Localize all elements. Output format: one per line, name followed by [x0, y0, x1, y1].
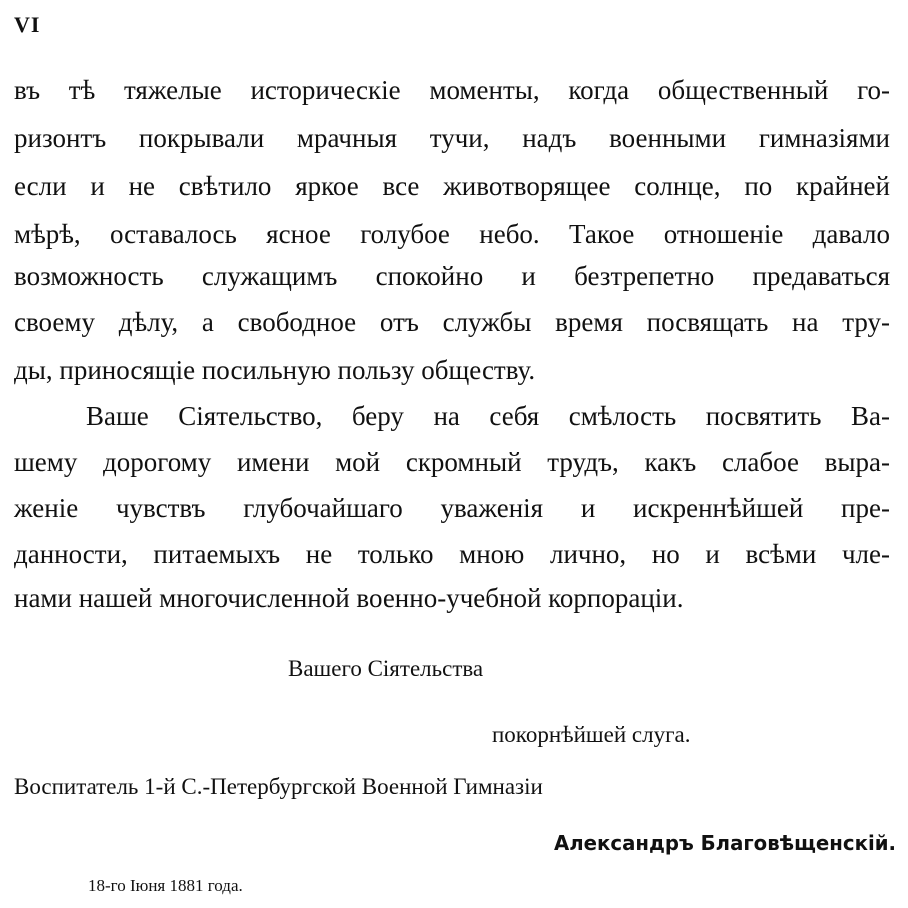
text-line: если и не свѣтило яркое все животворящее солнце, по крайней	[14, 171, 890, 201]
text-line: женіе чувствъ глубочайшаго уваженія и искреннѣйшей пре-	[14, 493, 890, 523]
text-line: шему дорогому имени мой скромный трудъ, какъ слабое выра-	[14, 447, 890, 477]
text-line: данности, питаемыхъ не только мною лично, но и всѣми чле-	[14, 539, 890, 569]
text-line: ризонтъ покрывали мрачныя тучи, надъ военными гимназіями	[14, 123, 890, 153]
text-line: нами нашей многочисленной военно-учебной корпораціи.	[14, 583, 684, 613]
text-line: своему дѣлу, а свободное отъ службы время посвящать на тру-	[14, 307, 890, 337]
author-signature: Александръ Благовѣщенскій.	[554, 831, 896, 855]
author-position: Воспитатель 1-й С.-Петербургской Военной Гимназіи	[14, 774, 543, 799]
text-line: мѣрѣ, оставалось ясное голубое небо. Такое отношеніе давало	[14, 219, 890, 249]
page-number: VI	[14, 12, 41, 37]
text-line: Ваше Сіятельство, беру на себя смѣлость посвятить Ва-	[86, 401, 890, 431]
text-line: въ тѣ тяжелые историческіе моменты, когда общественный го-	[14, 75, 890, 105]
date-line: 18-го Іюня 1881 года.	[88, 876, 243, 895]
text-line: ды, приносящіе посильную пользу обществу.	[14, 355, 536, 385]
salutation: Вашего Сіятельства	[288, 656, 484, 681]
servant-line: покорнѣйшей слуга.	[492, 722, 691, 747]
text-line: возможность служащимъ спокойно и безтрепетно предаваться	[14, 261, 890, 291]
